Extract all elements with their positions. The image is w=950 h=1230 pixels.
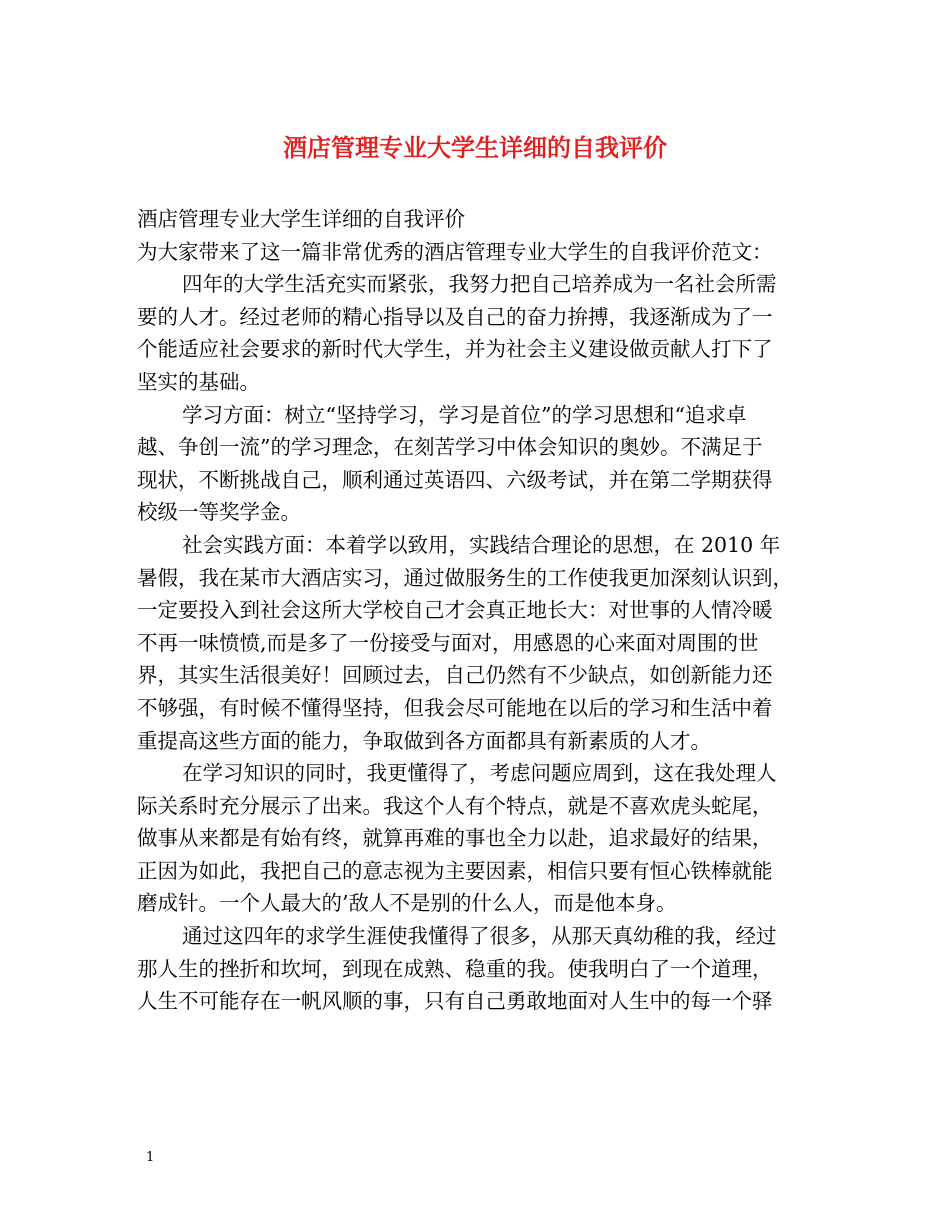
page-number: 1	[146, 1150, 155, 1165]
text-line: 不再一味愤愤,而是多了一份接受与面对，用感恩的心来面对周围的世	[137, 630, 759, 655]
text-line: 暑假，我在某市大酒店实习，通过做服务生的工作使我更加深刻认识到，	[137, 565, 793, 590]
text-line: 要的人才。经过老师的精心指导以及自己的奋力拚搏，我逐渐成为了一	[137, 304, 773, 329]
text-line: 人生不可能存在一帆风顺的事，只有自己勇敢地面对人生中的每一个驿	[137, 989, 773, 1014]
text-line: 重提高这些方面的能力，争取做到各方面都具有新素质的人才。	[137, 728, 711, 753]
text-line: 酒店管理专业大学生详细的自我评价	[137, 207, 465, 231]
text-line: 那人生的挫折和坎坷，到现在成熟、稳重的我。使我明白了一个道理，	[137, 956, 773, 981]
text-line: 做事从来都是有始有终，就算再难的事也全力以赴，追求最好的结果，	[137, 826, 773, 851]
text-line: 校级一等奖学金。	[137, 500, 301, 525]
document-body	[137, 203, 817, 1018]
text-line: 在学习知识的同时，我更懂得了，考虑问题应周到，这在我处理人	[182, 761, 777, 786]
document-title: 酒店管理专业大学生详细的自我评价	[283, 133, 667, 162]
text-line: 不够强，有时候不懂得坚持，但我会尽可能地在以后的学习和生活中着	[137, 695, 773, 720]
text-line: 四年的大学生活充实而紧张，我努力把自己培养成为一名社会所需	[182, 272, 777, 297]
text-line: 坚实的基础。	[137, 369, 260, 394]
text-line: 磨成针。一个人最大的’敌人不是别的什么人，而是他本身。	[137, 891, 677, 916]
text-line: 个能适应社会要求的新时代大学生，并为社会主义建设做贡献人打下了	[137, 337, 773, 362]
text-line: 社会实践方面：本着学以致用，实践结合理论的思想，在 2010 年	[182, 532, 781, 557]
text-line: 界，其实生活很美好！回顾过去，自己仍然有不少缺点，如创新能力还	[137, 663, 773, 688]
text-line: 为大家带来了这一篇非常优秀的酒店管理专业大学生的自我评价范文：	[137, 239, 773, 264]
text-line: 一定要投入到社会这所大学校自己才会真正地长大：对世事的人情冷暖	[137, 598, 773, 623]
text-line: 越、争创一流”的学习理念，在刻苦学习中体会知识的奥妙。不满足于	[137, 435, 763, 460]
text-line: 通过这四年的求学生涯使我懂得了很多，从那天真幼稚的我，经过	[182, 924, 777, 949]
text-line: 正因为如此，我把自己的意志视为主要因素，相信只要有恒心铁棒就能	[137, 858, 773, 883]
text-line: 现状，不断挑战自己，顺利通过英语四、六级考试，并在第二学期获得	[137, 467, 773, 492]
text-line: 学习方面：树立“坚持学习，学习是首位”的学习思想和“追求卓	[182, 402, 747, 427]
text-line: 际关系时充分展示了出来。我这个人有个特点，就是不喜欢虎头蛇尾，	[137, 793, 773, 818]
